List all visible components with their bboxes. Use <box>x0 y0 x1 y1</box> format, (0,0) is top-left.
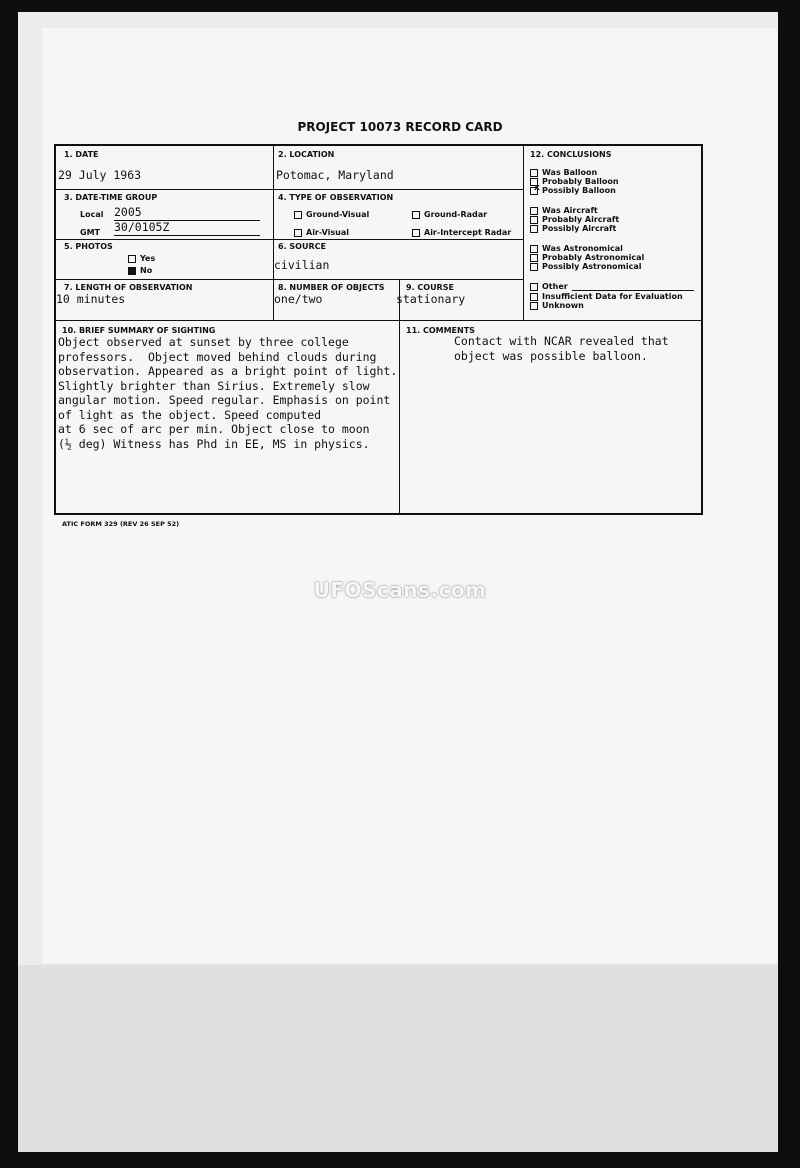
source-value: civilian <box>274 258 330 272</box>
conclusions-cell <box>524 146 703 321</box>
gmt-value: 30/0105Z <box>114 220 170 234</box>
checkbox-icon <box>530 283 538 291</box>
air-visual-option: Air-Visual <box>294 228 349 237</box>
checkbox-icon <box>128 255 136 263</box>
checkbox-icon <box>530 245 538 253</box>
date-cell <box>56 146 274 190</box>
observation-type-label: 4. TYPE OF OBSERVATION <box>278 193 394 202</box>
checkbox-icon <box>294 229 302 237</box>
checkbox-icon <box>530 216 538 224</box>
summary-label: 10. BRIEF SUMMARY OF SIGHTING <box>62 326 216 335</box>
other-line <box>572 290 694 291</box>
photos-label: 5. PHOTOS <box>64 242 113 251</box>
form-identifier: ATIC FORM 329 (REV 26 SEP 52) <box>62 520 180 528</box>
comments-cell <box>400 321 703 515</box>
ground-radar-option: Ground-Radar <box>412 210 487 219</box>
course-label: 9. COURSE <box>406 283 454 292</box>
photos-yes-option: Yes <box>128 254 155 263</box>
air-intercept-radar-option: Air-Intercept Radar <box>412 228 511 237</box>
conclusion-possibly-astronomical: Possibly Astronomical <box>530 262 641 271</box>
summary-line: Object observed at sunset by three college <box>58 335 349 349</box>
location-cell <box>274 146 524 190</box>
ground-visual-option: Ground-Visual <box>294 210 369 219</box>
checkbox-icon <box>412 229 420 237</box>
watermark: UFOScans.com <box>313 578 487 602</box>
conclusion-probably-balloon: Probably Balloon <box>530 177 619 186</box>
checked-box-icon <box>128 267 136 275</box>
checked-box-icon <box>294 211 302 219</box>
checkbox-icon <box>530 169 538 177</box>
conclusion-insufficient-data: Insufficient Data for Evaluation <box>530 292 683 301</box>
photos-no-option: No <box>128 266 152 275</box>
checkbox-icon <box>530 207 538 215</box>
local-value: 2005 <box>114 205 142 219</box>
checkbox-icon <box>530 302 538 310</box>
summary-line: of light as the object. Speed computed <box>58 407 322 422</box>
record-card-form <box>54 144 703 515</box>
conclusions-label: 12. CONCLUSIONS <box>530 150 612 159</box>
gmt-line <box>114 235 260 236</box>
objects-label: 8. NUMBER OF OBJECTS <box>278 283 385 292</box>
local-label: Local <box>80 210 104 219</box>
checkbox-icon <box>530 263 538 271</box>
conclusion-probably-aircraft: Probably Aircraft <box>530 215 619 224</box>
summary-cell <box>56 321 400 515</box>
course-cell <box>396 280 524 321</box>
conclusion-was-aircraft: Was Aircraft <box>530 206 598 215</box>
length-value: 10 minutes <box>56 292 126 306</box>
length-label: 7. LENGTH OF OBSERVATION <box>64 283 193 292</box>
scan-lower-area <box>18 965 778 1152</box>
source-cell <box>274 240 524 280</box>
objects-cell <box>274 280 400 321</box>
length-cell <box>56 280 274 321</box>
location-value: Potomac, Maryland <box>276 168 394 182</box>
gmt-label: GMT <box>80 228 100 237</box>
summary-line: angular motion. Speed regular. Emphasis on point <box>58 393 391 407</box>
location-label: 2. LOCATION <box>278 150 335 159</box>
summary-line: (½ deg) Witness has Phd in EE, MS in physics. <box>58 436 370 451</box>
conclusion-was-balloon: Was Balloon <box>530 168 597 177</box>
objects-value: one/two <box>274 292 323 306</box>
observation-type-cell <box>274 190 524 240</box>
summary-line: professors. Object moved behind clouds during <box>58 349 377 364</box>
date-time-group-cell <box>56 190 274 240</box>
card-title: PROJECT 10073 RECORD CARD <box>297 120 503 134</box>
conclusion-was-astronomical: Was Astronomical <box>530 244 623 253</box>
checkbox-icon <box>530 254 538 262</box>
date-value: 29 July 1963 <box>58 168 142 182</box>
photos-cell <box>56 240 274 280</box>
date-label: 1. DATE <box>64 150 99 159</box>
comments-line: object was possible balloon. <box>454 349 648 363</box>
summary-line: Slightly brighter than Sirius. Extremely slow <box>58 378 370 393</box>
comments-line: Contact with NCAR revealed that <box>454 334 669 348</box>
checkbox-icon <box>530 225 538 233</box>
conclusion-possibly-aircraft: Possibly Aircraft <box>530 224 616 233</box>
source-label: 6. SOURCE <box>278 242 326 251</box>
conclusion-unknown: Unknown <box>530 301 584 310</box>
conclusion-possibly-balloon: x Possibly Balloon <box>530 186 616 195</box>
course-value: stationary <box>396 292 466 306</box>
checkbox-icon <box>412 211 420 219</box>
conclusion-probably-astronomical: Probably Astronomical <box>530 253 644 262</box>
conclusion-other: Other <box>530 282 568 291</box>
checked-box-icon: x <box>530 187 538 195</box>
comments-label: 11. COMMENTS <box>406 326 475 335</box>
date-time-group-label: 3. DATE-TIME GROUP <box>64 193 158 202</box>
summary-line: at 6 sec of arc per min. Object close to moon <box>58 422 370 436</box>
summary-line: observation. Appeared as a bright point of light. <box>58 364 398 378</box>
checkbox-icon <box>530 293 538 301</box>
